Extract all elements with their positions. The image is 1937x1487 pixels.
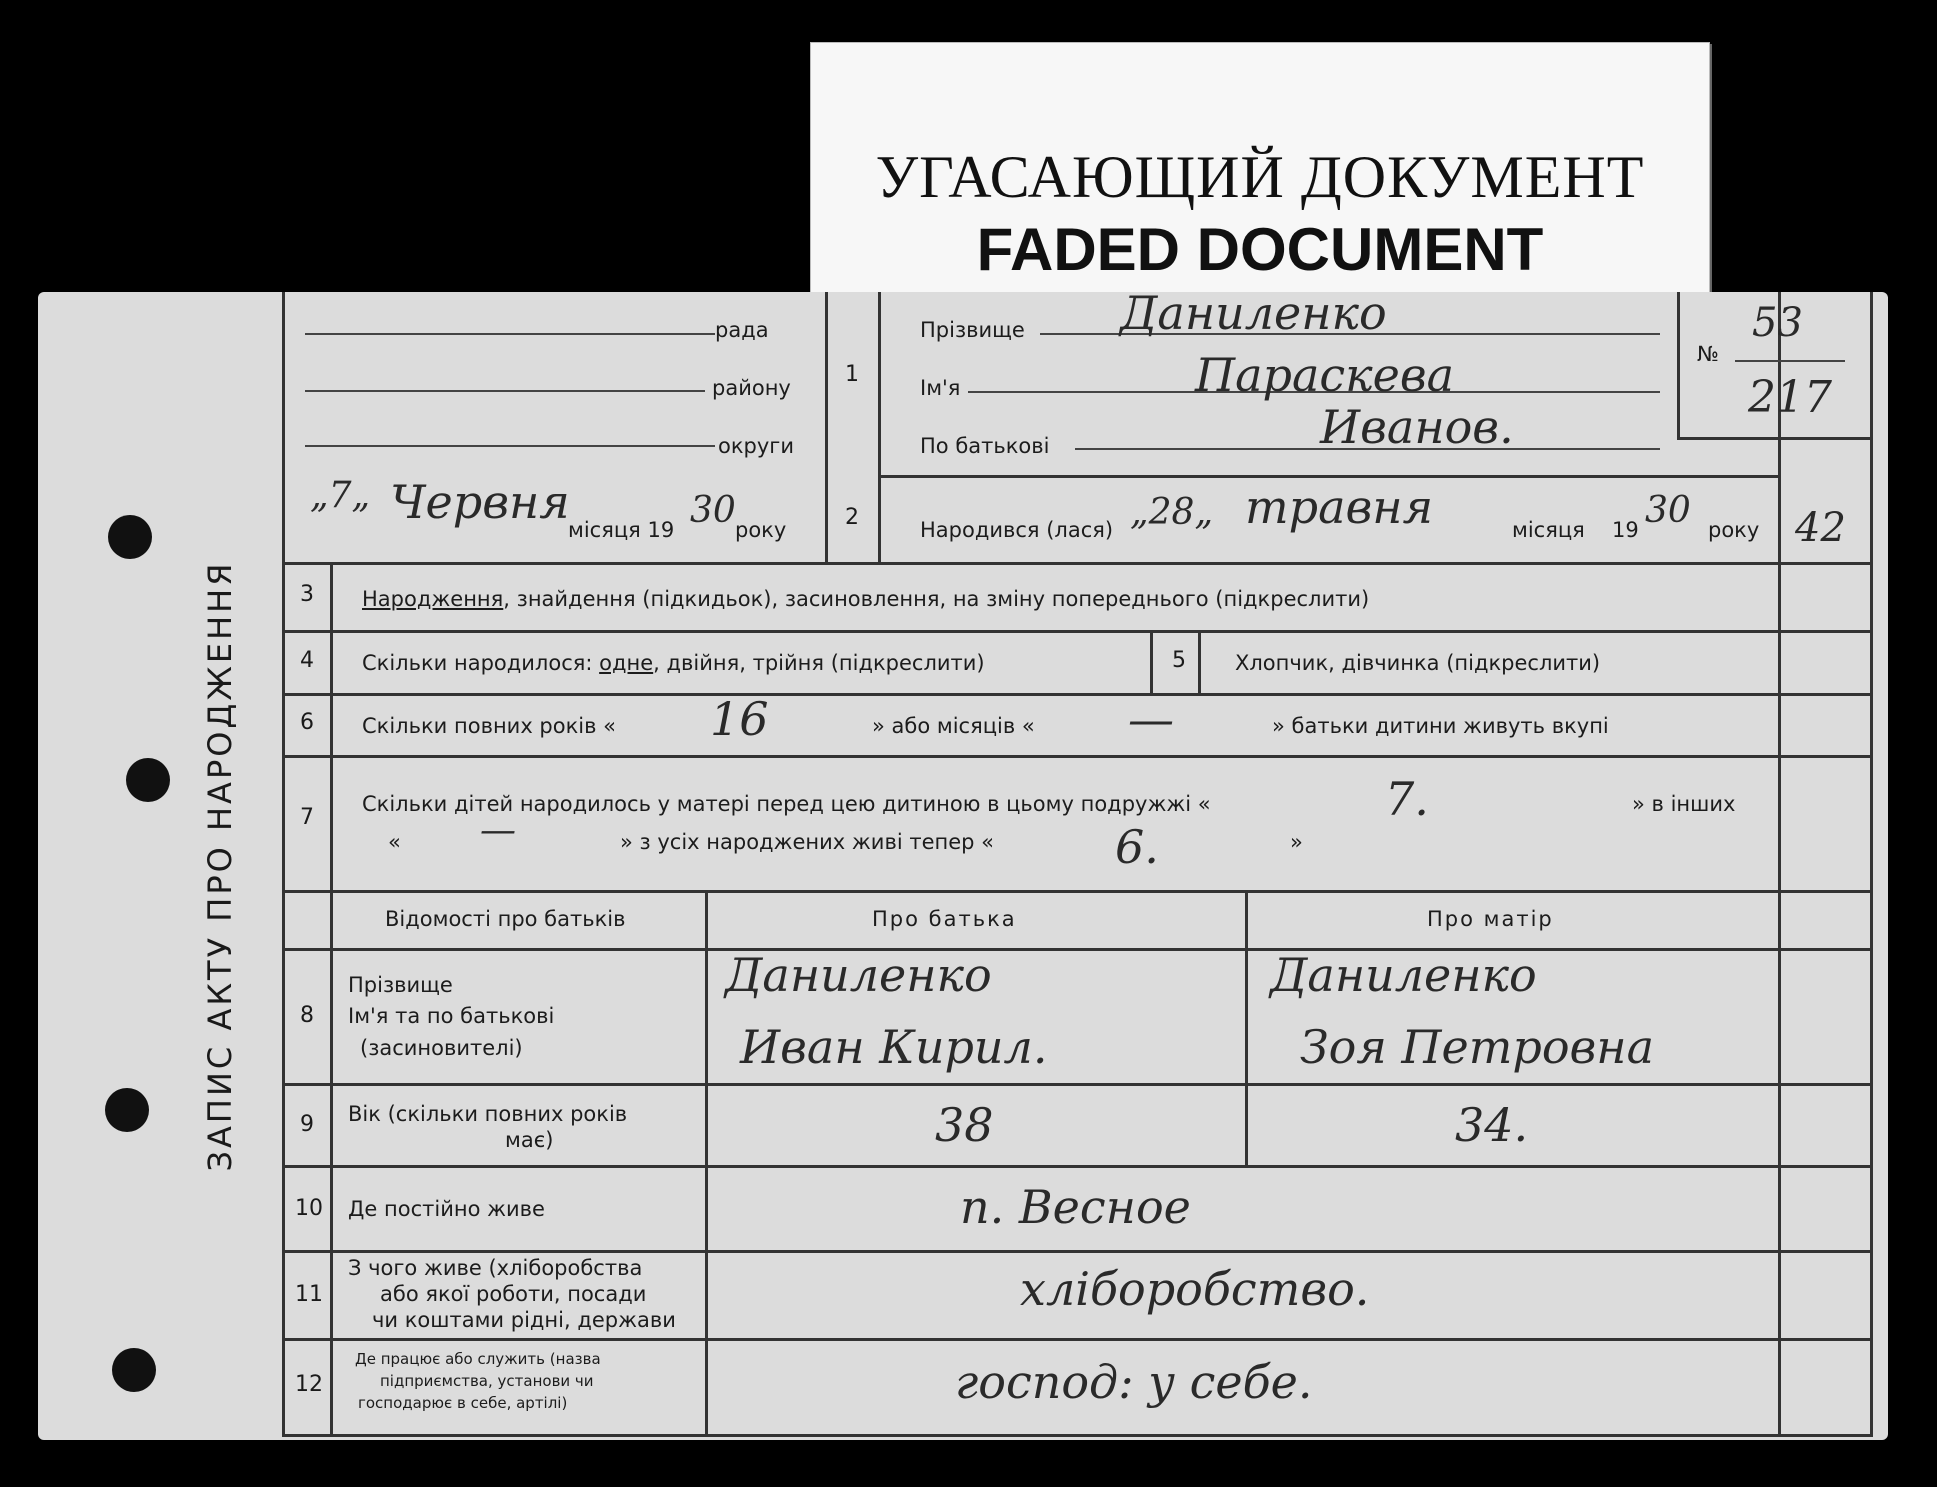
fill-line xyxy=(1735,360,1845,362)
side-title: ЗАПИС АКТУ ПРО НАРОДЖЕННЯ xyxy=(201,560,239,1172)
divider xyxy=(282,1434,1872,1437)
number-value2: 217 xyxy=(1748,372,1832,423)
reg-month-label: місяця 19 xyxy=(568,518,675,542)
row10-l1: Де постійно живе xyxy=(348,1197,545,1221)
number-value: 53 xyxy=(1752,300,1803,346)
row-number: 11 xyxy=(295,1282,323,1307)
row6-years: 16 xyxy=(710,692,769,746)
divider xyxy=(1245,893,1248,1168)
row-number: 2 xyxy=(845,505,859,530)
row8-father-1: Даниленко xyxy=(725,948,992,1002)
row10-value: п. Весное xyxy=(960,1180,1191,1234)
divider xyxy=(330,565,333,890)
row9-mother: 34. xyxy=(1455,1098,1529,1152)
reg-day: „7„ xyxy=(310,475,371,516)
patronymic-label: По батькові xyxy=(920,434,1050,458)
row6-months: — xyxy=(1128,692,1174,746)
row11-l3: чи коштами рідні, держави xyxy=(372,1308,676,1332)
fill-line xyxy=(305,333,715,335)
name-value: Параскева xyxy=(1195,348,1455,402)
row11-l2: або якої роботи, посади xyxy=(380,1282,647,1306)
rada-label: рада xyxy=(715,318,769,342)
parents-head-father: Про батька xyxy=(872,907,1017,931)
divider xyxy=(1778,292,1781,1437)
divider xyxy=(282,562,1872,565)
label-ru: УГАСАЮЩИЙ ДОКУМЕНТ xyxy=(875,144,1645,210)
name-label: Ім'я xyxy=(920,376,961,400)
reg-year: 30 xyxy=(690,490,736,531)
row12-l1: Де працює або служить (назва xyxy=(355,1350,601,1368)
divider xyxy=(825,292,828,562)
row12-l2: підприємства, установи чи xyxy=(380,1372,594,1390)
label-en: FADED DOCUMENT xyxy=(976,216,1544,283)
row8-l1: Прізвище xyxy=(348,973,453,997)
divider xyxy=(282,1250,1872,1253)
rayon-label: району xyxy=(712,376,791,400)
row7-this-marriage: 7. xyxy=(1385,772,1429,826)
row-number: 6 xyxy=(300,710,314,735)
row4-text: Скільки народилося: одне, двійня, трійня (підкреслити) xyxy=(362,651,985,675)
parents-head-mother: Про матір xyxy=(1427,907,1554,931)
divider xyxy=(1198,633,1201,693)
divider xyxy=(1677,292,1680,440)
row11-value: хліборобство. xyxy=(1020,1262,1370,1316)
divider xyxy=(282,693,1872,696)
divider xyxy=(282,1083,1872,1086)
row6-c: » батьки дитини живуть вкупі xyxy=(1272,714,1609,738)
faded-document-label xyxy=(810,42,1710,296)
row7-other: — xyxy=(480,810,516,851)
birth-record-card xyxy=(38,292,1888,1440)
row6-b: » або місяців « xyxy=(872,714,1035,738)
margin-note: 42 xyxy=(1795,505,1846,551)
row-number: 5 xyxy=(1172,648,1186,673)
reg-year-label: року xyxy=(735,518,787,542)
row7-alive: 6. xyxy=(1115,820,1159,874)
divider xyxy=(282,1165,1872,1168)
row7-c: « xyxy=(388,830,401,854)
row9-father: 38 xyxy=(935,1098,994,1152)
row-number: 4 xyxy=(300,648,314,673)
born-month-label: місяця xyxy=(1512,518,1585,542)
row9-l1: Вік (скільки повних років xyxy=(348,1102,628,1126)
divider xyxy=(282,1338,1872,1341)
row-number: 7 xyxy=(300,805,314,830)
row3-text: Народження, знайдення (підкидьок), засиновлення, на зміну попереднього (підкреслити) xyxy=(362,587,1370,611)
born-day: „28„ xyxy=(1130,492,1214,533)
divider xyxy=(282,630,1872,633)
row7-e: » xyxy=(1290,830,1303,854)
row7-d: » з усіх народжених живі тепер « xyxy=(620,830,995,854)
number-label: № xyxy=(1697,342,1719,366)
row8-l2: Ім'я та по батькові xyxy=(348,1004,555,1028)
row6-a: Скільки повних років « xyxy=(362,714,617,738)
divider xyxy=(282,755,1872,758)
divider xyxy=(878,292,881,562)
row7-a: Скільки дітей народилось у матері перед цею дитиною в цьому подружжі « xyxy=(362,792,1211,816)
divider xyxy=(878,475,1778,478)
row7-b: » в інших xyxy=(1632,792,1736,816)
born-century: 19 xyxy=(1612,518,1639,542)
row12-value: господ: у себе. xyxy=(955,1355,1313,1409)
divider xyxy=(1870,292,1873,1437)
divider xyxy=(282,292,285,1437)
punch-hole-icon xyxy=(108,515,152,559)
okrug-label: округи xyxy=(718,434,794,458)
row9-l2: має) xyxy=(505,1128,554,1152)
born-year-label: року xyxy=(1708,518,1760,542)
divider xyxy=(1677,437,1870,440)
row-number: 8 xyxy=(300,1003,314,1028)
divider xyxy=(282,948,1872,951)
reg-month: Червня xyxy=(390,475,570,529)
row-number: 1 xyxy=(845,362,859,387)
row-number: 10 xyxy=(295,1196,323,1221)
patronymic-value: Иванов. xyxy=(1320,400,1514,454)
punch-hole-icon xyxy=(105,1088,149,1132)
row8-father-2: Иван Кирил. xyxy=(740,1020,1048,1074)
born-month: травня xyxy=(1245,480,1434,534)
row-number: 3 xyxy=(300,582,314,607)
row8-mother-2: Зоя Петровна xyxy=(1300,1020,1655,1074)
fill-line xyxy=(305,445,715,447)
surname-label: Прізвище xyxy=(920,318,1025,342)
row11-l1: З чого живе (хліборобства xyxy=(348,1256,643,1280)
row8-l3: (засиновителі) xyxy=(360,1036,523,1060)
fill-line xyxy=(305,390,705,392)
row5-text: Хлопчик, дівчинка (підкреслити) xyxy=(1235,651,1601,675)
divider xyxy=(1150,633,1153,693)
surname-value: Даниленко xyxy=(1120,286,1387,340)
row8-mother-1: Даниленко xyxy=(1270,948,1537,1002)
parents-head-info: Відомості про батьків xyxy=(385,907,626,931)
row-number: 9 xyxy=(300,1112,314,1137)
punch-hole-icon xyxy=(112,1348,156,1392)
row-number: 12 xyxy=(295,1372,323,1397)
row12-l3: господарює в себе, артілі) xyxy=(358,1394,568,1412)
divider xyxy=(282,890,1872,893)
born-year: 30 xyxy=(1645,490,1691,531)
born-label: Народився (лася) xyxy=(920,518,1114,542)
